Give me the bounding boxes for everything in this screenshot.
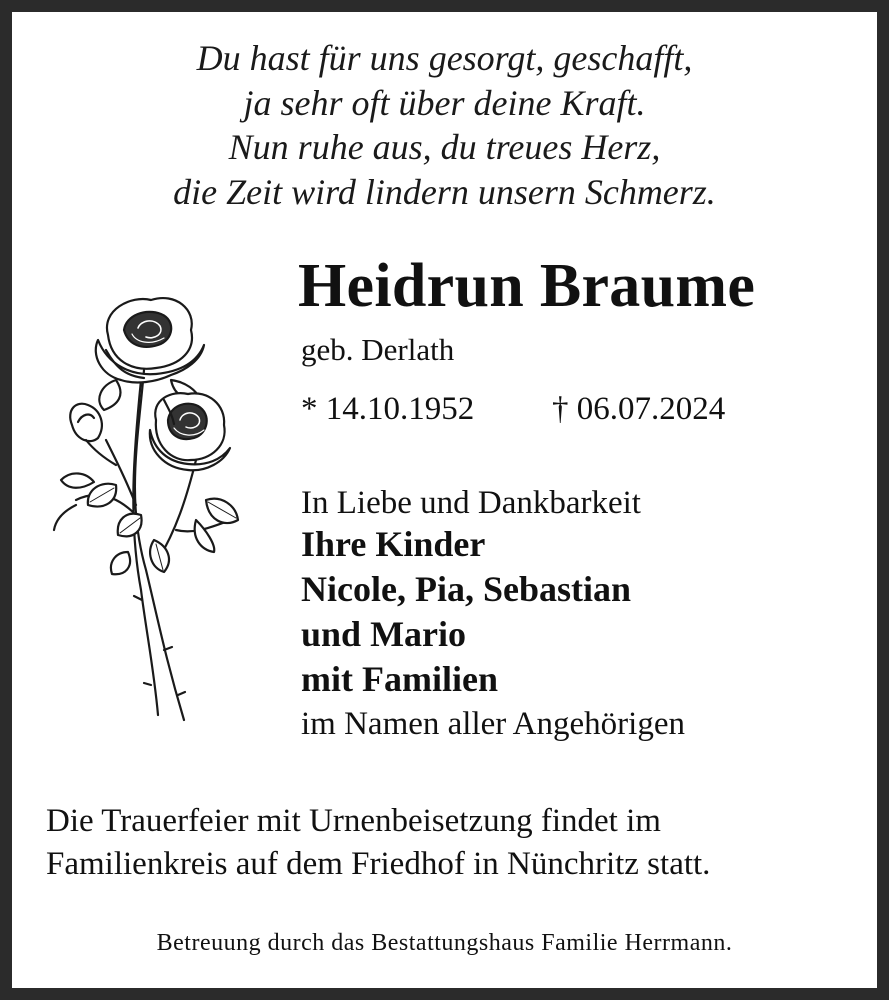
mourner-line: Ihre Kinder [301, 524, 486, 564]
poem-line: die Zeit wird lindern unsern Schmerz. [173, 171, 716, 212]
birth-date: * 14.10.1952 [301, 391, 475, 427]
funeral-notice [46, 800, 710, 886]
deceased-name: Heidrun Braume [298, 252, 756, 320]
closing-intro: In Liebe und Dankbarkeit [301, 485, 641, 521]
poem-line: Nun ruhe aus, du treues Herz, [228, 127, 661, 167]
death-date: † 06.07.2024 [552, 391, 726, 427]
mourner-line: mit Familien [301, 659, 498, 699]
mourners-block [301, 484, 685, 746]
mourner-line: und Mario [301, 614, 467, 654]
notice-line: Familienkreis auf dem Friedhof in Nünchritz statt. [46, 846, 711, 882]
closing-outro: im Namen aller Angehörigen [301, 706, 685, 742]
funeral-home-credit: Betreuung durch das Bestattungshaus Familie Herrmann. [156, 930, 733, 956]
mourner-line: Nicole, Pia, Sebastian [301, 569, 631, 609]
poem-line: Du hast für uns gesorgt, geschafft, [196, 38, 693, 78]
rose-illustration-icon [46, 290, 246, 730]
poem [40, 36, 849, 214]
notice-line: Die Trauerfeier mit Urnenbeisetzung findet im [46, 803, 661, 839]
birth-name: geb. Derlath [301, 332, 455, 367]
poem-line: ja sehr oft über deine Kraft. [243, 82, 646, 123]
